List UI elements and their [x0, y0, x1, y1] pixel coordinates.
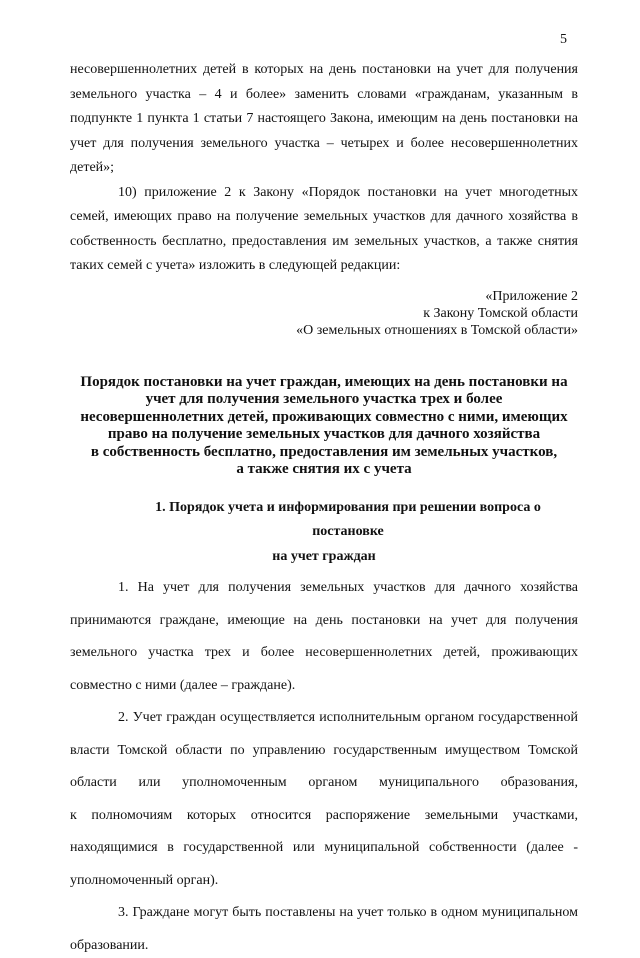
appendix-line-3: «О земельных отношениях в Томской области»	[70, 322, 578, 339]
item-1-line-3: земельного участка трех и более несовершеннолетних детей, проживающих	[70, 641, 578, 666]
item-1	[70, 576, 578, 698]
title-line-2: учет для получения земельного участка трех и более	[70, 391, 578, 409]
appendix-line-1: «Приложение 2	[70, 288, 578, 305]
section-1-heading	[70, 496, 578, 570]
intro-paragraph-2-line-4: таких семей с учета» изложить в следующей редакции:	[70, 254, 578, 279]
intro-paragraph-1-line-5: детей»;	[70, 156, 578, 181]
section-1-heading-line-2: на учет граждан	[70, 545, 578, 570]
item-2-line-2: власти Томской области по управлению государственным имуществом Томской	[70, 739, 578, 764]
appendix-reference	[70, 288, 578, 339]
item-2-line-6: уполномоченный орган).	[70, 869, 578, 894]
item-1-line-2: принимаются граждане, имеющие на день постановки на учет для получения	[70, 609, 578, 634]
intro-paragraph-1-line-2: земельного участка – 4 и более» заменить словами «гражданам, указанным в	[70, 83, 578, 108]
intro-paragraph-2-line-3: собственность бесплатно, предоставления им земельных участков, а также снятия	[70, 230, 578, 255]
page-number: 5	[560, 32, 567, 48]
title-line-3: несовершеннолетних детей, проживающих совместно с ними, имеющих	[70, 409, 578, 427]
item-3-line-2: образовании.	[70, 934, 578, 958]
item-2-line-4: к полномочиям которых относится распоряжение земельными участками,	[70, 804, 578, 829]
item-3-line-1: 3. Граждане могут быть поставлены на учет только в одном муниципальном	[70, 901, 578, 926]
section-1-heading-line-1: 1. Порядок учета и информирования при решении вопроса о постановке	[70, 496, 578, 545]
title-line-5: в собственность бесплатно, предоставления им земельных участков,	[70, 444, 578, 462]
document-body	[70, 58, 578, 958]
intro-paragraph-1-line-1: несовершеннолетних детей в которых на день постановки на учет для получения	[70, 58, 578, 83]
item-1-line-1: 1. На учет для получения земельных участков для дачного хозяйства	[70, 576, 578, 601]
title-line-4: право на получение земельных участков для дачного хозяйства	[70, 426, 578, 444]
section-1-items	[70, 576, 578, 958]
document-title	[70, 374, 578, 479]
item-3	[70, 901, 578, 958]
item-2-line-3: области или уполномоченным органом муниципального образования,	[70, 771, 578, 796]
title-line-6: а также снятия их с учета	[70, 461, 578, 479]
intro-paragraph-1-line-3: подпункте 1 пункта 1 статьи 7 настоящего Закона, имеющим на день постановки на	[70, 107, 578, 132]
appendix-line-2: к Закону Томской области	[70, 305, 578, 322]
intro-paragraph-2-line-1: 10) приложение 2 к Закону «Порядок постановки на учет многодетных	[70, 181, 578, 206]
intro-paragraph-2-line-2: семей, имеющих право на получение земельных участков для дачного хозяйства в	[70, 205, 578, 230]
item-2-line-1: 2. Учет граждан осуществляется исполнительным органом государственной	[70, 706, 578, 731]
intro-paragraph-1-line-4: учет для получения земельного участка – четырех и более несовершеннолетних	[70, 132, 578, 157]
item-2	[70, 706, 578, 893]
title-line-1: Порядок постановки на учет граждан, имеющих на день постановки на	[70, 374, 578, 392]
item-1-line-4: совместно с ними (далее – граждане).	[70, 674, 578, 699]
item-2-line-5: находящимися в государственной или муниципальной собственности (далее -	[70, 836, 578, 861]
